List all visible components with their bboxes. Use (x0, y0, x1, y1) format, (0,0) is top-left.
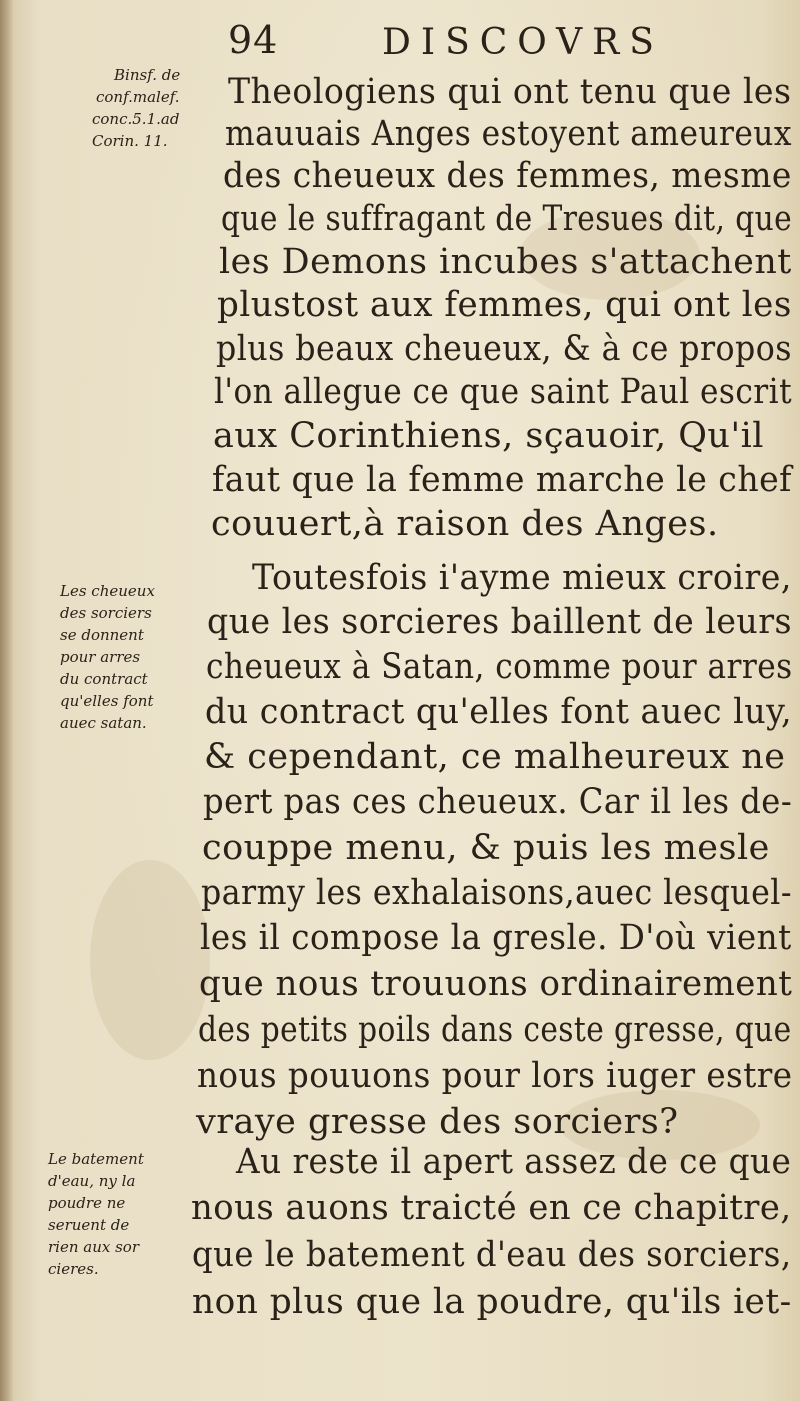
text-line: l'on allegue ce que saint Paul escrit (214, 372, 793, 412)
text-line: couuert,à raison des Anges. (211, 504, 719, 544)
marginal-note-line: poudre ne (48, 1194, 126, 1212)
text-line: nous auons traicté en ce chapitre, (191, 1188, 792, 1228)
marginal-note-line: seruent de (48, 1216, 130, 1234)
text-line: plus beaux cheueux, & à ce propos (216, 329, 792, 369)
text-line: parmy les exhalaisons,auec lesquel- (201, 873, 793, 913)
text-line: des petits poils dans ceste gresse, que (198, 1010, 792, 1050)
marginal-note-line: Binsf. de (114, 66, 181, 84)
marginal-note-reference (92, 64, 180, 152)
text-line: faut que la femme marche le chef (212, 460, 792, 500)
text-line: les Demons incubes s'attachent (219, 242, 792, 282)
text-line: vraye gresse des sorciers? (196, 1102, 679, 1142)
page-number: 94 (228, 18, 279, 62)
text-line: cheueux à Satan, comme pour arres (206, 647, 793, 687)
text-line: que les sorcieres baillent de leurs (207, 602, 793, 642)
marginal-note-line: Corin. 11. (92, 132, 168, 150)
text-line: Toutesfois i'ayme mieux croire, (252, 558, 792, 598)
text-line: Au reste il apert assez de ce que (236, 1142, 792, 1182)
marginal-note-line: des sorciers (60, 604, 152, 622)
marginal-note-batement (48, 1148, 144, 1280)
marginal-note-line: qu'elles font (60, 692, 154, 710)
marginal-note-line: se donnent (60, 626, 144, 644)
text-line: mauuais Anges estoyent ameureux (225, 114, 792, 154)
text-line: Theologiens qui ont tenu que les (228, 72, 792, 112)
text-line: nous pouuons pour lors iuger estre (197, 1056, 793, 1096)
marginal-note-line: rien aux sor (48, 1238, 140, 1256)
binding-shadow (0, 0, 14, 1401)
marginal-note-line: auec satan. (60, 714, 147, 732)
text-line: que nous trouuons ordinairement (199, 964, 793, 1004)
marginal-note-line: conc.5.1.ad (92, 110, 180, 128)
marginal-note-cheveux (60, 580, 155, 734)
text-line: les il compose la gresle. D'où vient (200, 918, 792, 958)
text-line: aux Corinthiens, sçauoir, Qu'il (213, 416, 764, 456)
text-line: du contract qu'elles font auec luy, (205, 692, 793, 732)
marginal-note-line: conf.malef. (96, 88, 180, 106)
text-line: non plus que la poudre, qu'ils iet- (192, 1282, 792, 1322)
marginal-note-line: du contract (60, 670, 148, 688)
marginal-note-line: pour arres (60, 648, 141, 666)
text-line: que le suffragant de Tresues dit, que (221, 199, 793, 239)
text-line: couppe menu, & puis les mesle (202, 828, 770, 868)
text-line: & cependant, ce malheureux ne (204, 737, 786, 777)
paper-stain (90, 860, 210, 1060)
marginal-note-line: d'eau, ny la (48, 1172, 136, 1190)
text-line: que le batement d'eau des sorciers, (192, 1235, 792, 1275)
marginal-note-line: cieres. (48, 1260, 99, 1278)
marginal-note-line: Les cheueux (60, 582, 155, 600)
text-line: des cheueux des femmes, mesme (223, 156, 792, 196)
text-line: plustost aux femmes, qui ont les (217, 285, 792, 325)
running-head: DISCOVRS (382, 22, 664, 63)
text-line: pert pas ces cheueux. Car il les de- (203, 782, 793, 822)
marginal-note-line: Le batement (48, 1150, 144, 1168)
